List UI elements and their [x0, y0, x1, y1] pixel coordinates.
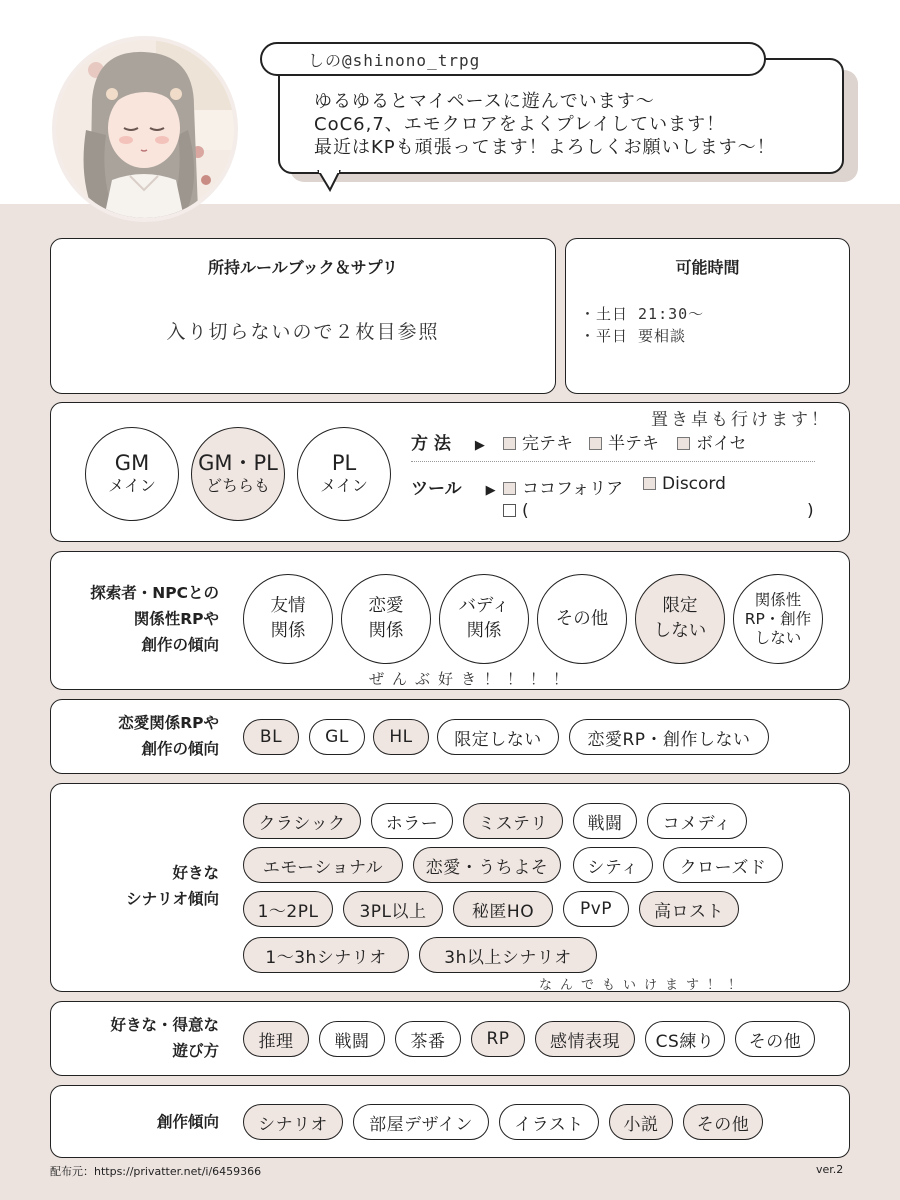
romance-option-bl[interactable]: BL	[243, 719, 299, 755]
label-line: 関係性RPや	[133, 610, 219, 628]
footer-version: ver.2	[816, 1163, 844, 1176]
scenario-option[interactable]: 戦闘	[573, 803, 637, 839]
scenario-option[interactable]: 1〜2PL	[243, 891, 333, 927]
relationship-label	[61, 580, 219, 658]
role-pl-main[interactable]	[297, 427, 391, 521]
role-line2: メイン	[108, 476, 156, 495]
label-line: 創作の傾向	[141, 740, 219, 758]
handwritten-note-offline: 置き卓も行けます！	[651, 410, 831, 430]
label-line: 創作の傾向	[141, 636, 219, 654]
checkbox-icon	[677, 437, 690, 450]
romance-option-unrestricted[interactable]: 限定しない	[437, 719, 559, 755]
option-line: 関係	[270, 621, 306, 641]
option-line: 恋愛	[368, 596, 404, 616]
tool-other-open: (	[522, 501, 529, 521]
relationship-unrestricted[interactable]	[635, 574, 725, 664]
label-line: 遊び方	[172, 1042, 219, 1060]
role-card	[50, 402, 850, 542]
romance-option-hl[interactable]: HL	[373, 719, 429, 755]
rulebooks-title: 所持ルールブック＆サプリ	[208, 258, 398, 277]
relationship-romance[interactable]	[341, 574, 431, 664]
checkbox-icon	[503, 437, 516, 450]
arrow-icon: ▶	[485, 483, 496, 498]
scenario-option[interactable]: ホラー	[371, 803, 453, 839]
tool-option-other[interactable]	[503, 501, 529, 521]
scenario-option[interactable]: 1〜3hシナリオ	[243, 937, 409, 973]
role-line1: PL	[331, 451, 357, 475]
role-gm-main[interactable]	[85, 427, 179, 521]
option-line: 友情	[270, 596, 306, 616]
tool-option-label: Discord	[662, 474, 726, 494]
playstyle-option[interactable]: 感情表現	[535, 1021, 635, 1057]
playstyle-option[interactable]: その他	[735, 1021, 815, 1057]
relationship-other[interactable]	[537, 574, 627, 664]
option-line: 限定	[662, 596, 698, 616]
option-line: しない	[653, 621, 707, 641]
scenario-option[interactable]: 秘匿HO	[453, 891, 553, 927]
relationship-friendship[interactable]	[243, 574, 333, 664]
playstyle-option[interactable]: 戦闘	[319, 1021, 385, 1057]
tool-label	[411, 474, 496, 499]
scenario-option[interactable]: コメディ	[647, 803, 747, 839]
method-option-voice[interactable]	[677, 429, 747, 454]
relationship-buddy[interactable]	[439, 574, 529, 664]
role-line1: GM	[114, 451, 150, 475]
role-line2: どちらも	[205, 476, 270, 495]
playstyle-label	[61, 1012, 219, 1064]
handwritten-note-anything: なんでもいけます！！	[539, 978, 750, 993]
checkbox-icon	[503, 482, 516, 495]
option-line: 関係性	[754, 590, 802, 609]
playstyle-option[interactable]: 推理	[243, 1021, 309, 1057]
user-handle: しの@shinono_trpg	[308, 51, 481, 70]
romance-card	[50, 699, 850, 774]
role-gm-pl-both[interactable]	[191, 427, 285, 521]
rulebooks-note: 入り切らないので２枚目参照	[166, 321, 440, 343]
label-line: 探索者・NPCとの	[90, 584, 219, 602]
creation-option[interactable]: 小説	[609, 1104, 673, 1140]
method-option-half-text[interactable]	[589, 429, 659, 454]
playstyle-card	[50, 1001, 850, 1076]
divider	[411, 461, 815, 462]
rulebooks-card	[50, 238, 556, 394]
role-line1: GM・PL	[198, 451, 278, 475]
arrow-icon: ▶	[474, 438, 485, 453]
scenario-option[interactable]: エモーショナル	[243, 847, 403, 883]
role-line2: メイン	[320, 476, 368, 495]
creation-option[interactable]: 部屋デザイン	[353, 1104, 489, 1140]
footer-source: 配布元：https://privatter.net/i/6459366	[50, 1165, 262, 1178]
bio-line: CoC6,7、エモクロアをよくプレイしています！	[314, 114, 726, 135]
tool-label-text: ツール	[411, 479, 462, 499]
tool-option-discord[interactable]	[643, 474, 726, 494]
bio-line: ゆるゆるとマイペースに遊んでいます〜	[314, 91, 655, 112]
scenario-option[interactable]: クラシック	[243, 803, 361, 839]
scenario-option[interactable]: ミステリ	[463, 803, 563, 839]
scenario-label	[61, 860, 219, 912]
availability-card	[565, 238, 850, 394]
method-label-text: 方 法	[411, 434, 451, 454]
tool-other-close: )	[807, 501, 814, 521]
romance-option-none[interactable]: 恋愛RP・創作しない	[569, 719, 769, 755]
method-label	[411, 429, 485, 454]
creation-option[interactable]: その他	[683, 1104, 763, 1140]
label-line: 好きな・得意な	[110, 1016, 219, 1034]
method-option-label: 完テキ	[522, 434, 573, 454]
checkbox-icon	[643, 477, 656, 490]
creation-card	[50, 1085, 850, 1158]
scenario-option[interactable]: PvP	[563, 891, 629, 927]
label-line: 恋愛関係RPや	[118, 714, 219, 732]
playstyle-option[interactable]: RP	[471, 1021, 525, 1057]
handle-box	[260, 42, 766, 76]
speech-bubble-tail	[316, 170, 342, 192]
playstyle-option[interactable]: CS練り	[645, 1021, 725, 1057]
bio-line: 最近はKPも頑張ってます！よろしくお願いします〜！	[314, 137, 776, 158]
scenario-option[interactable]: 3h以上シナリオ	[419, 937, 597, 973]
relationship-card	[50, 551, 850, 690]
romance-option-gl[interactable]: GL	[309, 719, 365, 755]
relationship-none[interactable]	[733, 574, 823, 664]
scenario-option[interactable]: 恋愛・うちよそ	[413, 847, 561, 883]
creation-label: 創作傾向	[156, 1113, 219, 1131]
label-line: 好きな	[172, 864, 219, 882]
romance-label	[61, 710, 219, 762]
playstyle-option[interactable]: 茶番	[395, 1021, 461, 1057]
label-line: シナリオ傾向	[126, 890, 219, 908]
option-line: しない	[754, 628, 802, 647]
scenario-option[interactable]: クローズド	[663, 847, 783, 883]
scenario-option[interactable]: 高ロスト	[639, 891, 739, 927]
scenario-option[interactable]: シティ	[573, 847, 653, 883]
option-line: 関係	[466, 621, 502, 641]
availability-line: ・土日 21:30〜	[580, 305, 705, 323]
option-line: 関係	[368, 621, 404, 641]
creation-option[interactable]: シナリオ	[243, 1104, 343, 1140]
avatar	[52, 36, 238, 222]
method-option-text[interactable]	[503, 429, 573, 454]
method-option-label: ボイセ	[696, 434, 747, 454]
tool-option-ccfolia[interactable]	[503, 474, 623, 499]
availability-line: ・平日 要相談	[580, 327, 687, 345]
tool-option-label: ココフォリア	[522, 479, 624, 499]
checkbox-icon	[589, 437, 602, 450]
handwritten-note-all: ぜんぶ好き！！！！	[369, 670, 577, 688]
option-line: RP・創作	[744, 609, 812, 628]
availability-title: 可能時間	[675, 258, 740, 277]
avatar-illustration	[56, 40, 234, 218]
creation-option[interactable]: イラスト	[499, 1104, 599, 1140]
option-line: その他	[555, 608, 609, 629]
scenario-card	[50, 783, 850, 992]
scenario-option[interactable]: 3PL以上	[343, 891, 443, 927]
checkbox-icon	[503, 504, 516, 517]
option-line: バディ	[458, 596, 510, 616]
method-option-label: 半テキ	[608, 434, 659, 454]
